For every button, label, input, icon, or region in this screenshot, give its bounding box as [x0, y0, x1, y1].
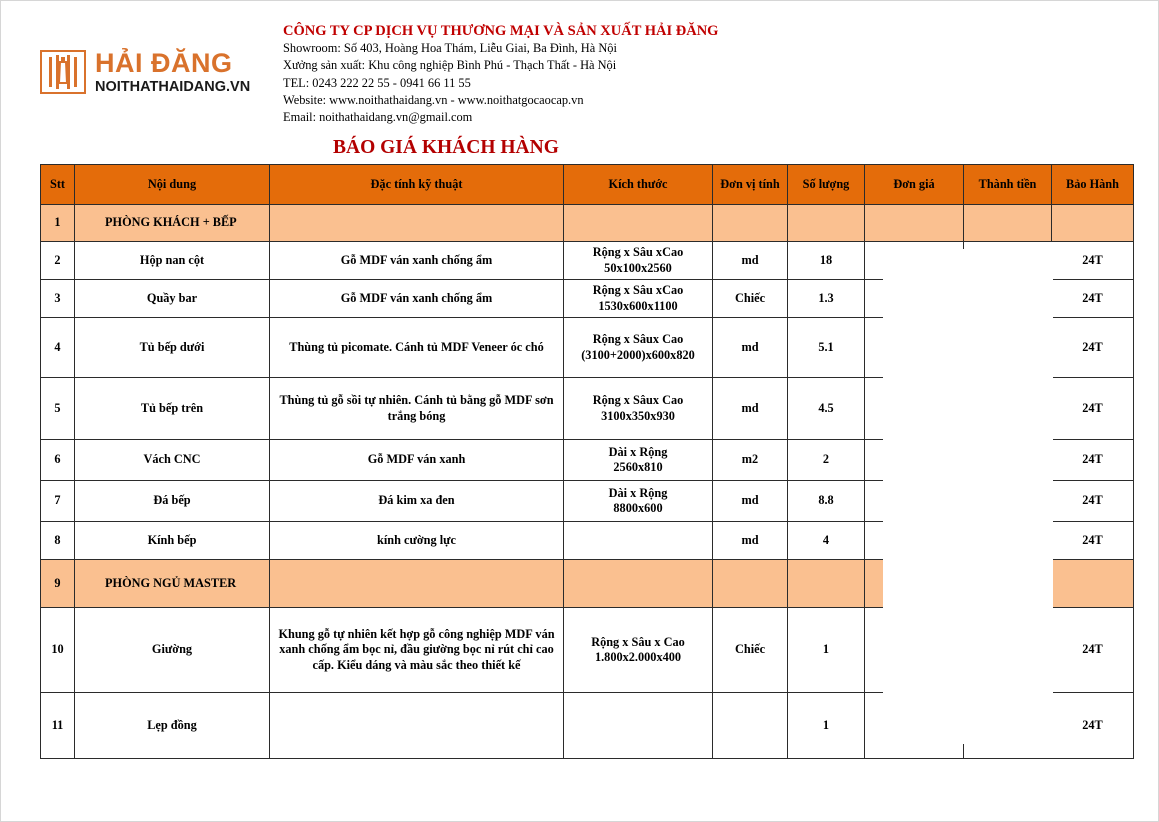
column-header-unit: Đơn vị tính: [713, 165, 788, 205]
cell-unit: m2: [713, 440, 788, 481]
column-tick: [963, 744, 964, 758]
section-stt: 9: [41, 560, 75, 608]
redacted-price-area: [883, 242, 1053, 758]
cell-size: [564, 608, 713, 693]
size-format: Rộng x Sâu x Cao: [591, 634, 685, 649]
cell-spec: Khung gỗ tự nhiên kết hợp gỗ công nghiệp MDF ván xanh chống ẩm bọc nỉ, đầu giường bọc nỉ rút chỉ cao cấp. Kiểu dáng và màu sắc theo thiết kế: [270, 608, 564, 693]
column-header-unit-price: Đơn giá: [865, 165, 964, 205]
company-info: [283, 22, 923, 126]
cell-size: [564, 481, 713, 522]
cell-size: [564, 242, 713, 280]
size-value: 1530x600x1100: [598, 298, 678, 313]
cell-unit: Chiếc: [713, 608, 788, 693]
company-showroom: Showroom: Số 403, Hoàng Hoa Thám, Liễu Giai, Ba Đình, Hà Nội: [283, 41, 617, 55]
cell-name: Tủ bếp dưới: [75, 318, 270, 378]
cell-stt: 3: [41, 280, 75, 318]
cell-size: [564, 440, 713, 481]
cell-name: Tủ bếp trên: [75, 378, 270, 440]
cell-spec: Gỗ MDF ván xanh: [270, 440, 564, 481]
company-name: CÔNG TY CP DỊCH VỤ THƯƠNG MẠI VÀ SẢN XUẤT HẢI ĐĂNG: [283, 23, 719, 39]
cell-warranty: 24T: [1052, 440, 1134, 481]
empty-cell: [270, 205, 564, 242]
empty-cell: [713, 205, 788, 242]
cell-unit: md: [713, 318, 788, 378]
size-format: Rộng x Sâux Cao: [592, 332, 684, 346]
cell-name: Vách CNC: [75, 440, 270, 481]
size-value: 3100x350x930: [601, 408, 675, 423]
empty-cell: [1052, 560, 1134, 608]
cell-quantity: 1: [788, 608, 865, 693]
cell-size: [564, 318, 713, 378]
section-row: [41, 205, 1134, 242]
quote-title: BÁO GIÁ KHÁCH HÀNG: [333, 137, 559, 158]
cell-spec: Đá kim xa đen: [270, 481, 564, 522]
company-email: Email: noithathaidang.vn@gmail.com: [283, 110, 473, 125]
empty-cell: [865, 205, 964, 242]
cell-quantity: 8.8: [788, 481, 865, 522]
cell-stt: 7: [41, 481, 75, 522]
empty-cell: [564, 560, 713, 608]
cell-spec: Thùng tủ gỗ sồi tự nhiên. Cánh tủ bằng gỗ MDF sơn trắng bóng: [270, 378, 564, 440]
cell-quantity: 5.1: [788, 318, 865, 378]
cell-warranty: 24T: [1052, 481, 1134, 522]
size-value: 2560x810: [613, 460, 663, 474]
cell-size: [564, 522, 713, 560]
size-format: Rộng x Sâux Cao: [592, 393, 684, 407]
size-value: 1.800x2.000x400: [594, 650, 682, 664]
empty-cell: [788, 205, 865, 242]
cell-quantity: 4: [788, 522, 865, 560]
cell-quantity: 1: [788, 693, 865, 759]
empty-cell: [270, 560, 564, 608]
empty-cell: [1052, 205, 1134, 242]
cell-name: Kính bếp: [75, 522, 270, 560]
cell-stt: 10: [41, 608, 75, 693]
cell-stt: 8: [41, 522, 75, 560]
cell-unit: [713, 693, 788, 759]
table-header-row: [41, 165, 1134, 205]
empty-cell: [788, 560, 865, 608]
cell-name: Đá bếp: [75, 481, 270, 522]
cell-warranty: 24T: [1052, 242, 1134, 280]
empty-cell: [713, 560, 788, 608]
lighthouse-logo-icon: [40, 50, 86, 94]
cell-name: Giường: [75, 608, 270, 693]
company-phone: TEL: 0243 222 22 55 - 0941 66 11 55: [283, 75, 471, 90]
cell-quantity: 2: [788, 440, 865, 481]
company-website: Website: www.noithathaidang.vn - www.noithatgocaocap.vn: [283, 92, 584, 107]
size-format: Rộng x Sâu xCao: [592, 245, 684, 259]
column-header-content: Nội dung: [75, 165, 270, 205]
empty-cell: [564, 205, 713, 242]
column-header-size: Kích thước: [564, 165, 713, 205]
cell-unit: md: [713, 378, 788, 440]
section-label: PHÒNG NGỦ MASTER: [75, 560, 270, 608]
empty-cell: [964, 205, 1052, 242]
column-header-quantity: Số lượng: [788, 165, 865, 205]
cell-size: [564, 693, 713, 759]
size-format: Dài x Rộng: [608, 444, 668, 459]
cell-warranty: 24T: [1052, 378, 1134, 440]
cell-quantity: 1.3: [788, 280, 865, 318]
column-header-warranty: Bảo Hành: [1052, 165, 1134, 205]
cell-quantity: 18: [788, 242, 865, 280]
section-stt: 1: [41, 205, 75, 242]
cell-warranty: 24T: [1052, 318, 1134, 378]
section-label: PHÒNG KHÁCH + BẾP: [75, 205, 270, 242]
cell-warranty: 24T: [1052, 608, 1134, 693]
size-format: Dài x Rộng: [608, 485, 668, 500]
cell-spec: [270, 693, 564, 759]
cell-stt: 6: [41, 440, 75, 481]
logo-brand-name: HẢI ĐĂNG: [95, 48, 233, 78]
cell-stt: 2: [41, 242, 75, 280]
logo-website: NOITHATHAIDANG.VN: [95, 79, 251, 95]
cell-stt: 5: [41, 378, 75, 440]
company-factory: Xưởng sản xuất: Khu công nghiệp Bình Phú - Thạch Thất - Hà Nội: [283, 58, 617, 73]
cell-spec: kính cường lực: [270, 522, 564, 560]
cell-stt: 4: [41, 318, 75, 378]
company-logo: [40, 48, 265, 98]
cell-unit: Chiếc: [713, 280, 788, 318]
cell-warranty: 24T: [1052, 280, 1134, 318]
cell-warranty: 24T: [1052, 522, 1134, 560]
column-header-amount: Thành tiền: [964, 165, 1052, 205]
size-format: Rộng x Sâu xCao: [592, 283, 684, 297]
cell-size: [564, 378, 713, 440]
column-header-spec: Đặc tính kỹ thuật: [270, 165, 564, 205]
cell-name: Lẹp đồng: [75, 693, 270, 759]
size-value: (3100+2000)x600x820: [581, 347, 695, 362]
cell-unit: md: [713, 242, 788, 280]
cell-unit: md: [713, 481, 788, 522]
cell-name: Hộp nan cột: [75, 242, 270, 280]
cell-spec: Gỗ MDF ván xanh chống ẩm: [270, 242, 564, 280]
cell-spec: Thùng tủ picomate. Cánh tủ MDF Veneer óc chó: [270, 318, 564, 378]
size-value: 8800x600: [613, 501, 663, 515]
cell-size: [564, 280, 713, 318]
cell-quantity: 4.5: [788, 378, 865, 440]
size-value: 50x100x2560: [604, 260, 672, 275]
cell-spec: Gỗ MDF ván xanh chống ẩm: [270, 280, 564, 318]
cell-warranty: 24T: [1052, 693, 1134, 759]
column-tick: [963, 242, 964, 249]
column-header-stt: Stt: [41, 165, 75, 205]
cell-stt: 11: [41, 693, 75, 759]
cell-name: Quầy bar: [75, 280, 270, 318]
cell-unit: md: [713, 522, 788, 560]
